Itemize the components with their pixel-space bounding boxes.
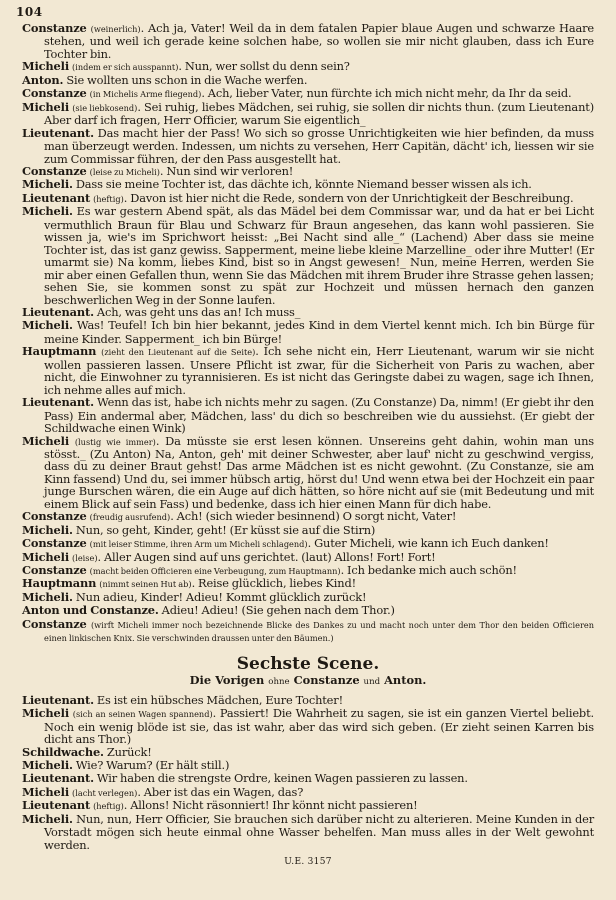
stage-direction: (wirft Micheli immer noch bezeichnende Blicke des Dankes zu und macht noch unter dem Thor den beiden Officieren einen linkischen Knix. Sie verschwinden draussen unter den Bäumen.) xyxy=(44,619,594,644)
speaker-name: Constanze xyxy=(22,86,87,101)
dialogue-text: . Sei ruhig, liebes Mädchen, sei ruhig, sie sollen dir nichts thun. (zum Lieutenant) Aber darf ich fragen, Herr Officier, warum Sie eigentlich_ xyxy=(44,99,594,128)
speaker-name: Micheli xyxy=(22,99,70,114)
dialogue-text: Adieu! Adieu! (Sie gehen nach dem Thor.) xyxy=(161,603,395,618)
speaker-name: Lieutenant xyxy=(22,190,91,205)
dialogue-text: Nun adieu, Kinder! Adieu! Kommt glücklich zurück! xyxy=(75,589,367,604)
dialogue-line xyxy=(22,192,594,205)
stage-direction: (in Michelis Arme fliegend) xyxy=(89,89,202,100)
dialogue-text: . Allons! Nicht räsonniert! Ihr könnt nicht passieren! xyxy=(123,798,418,813)
scene-title: Sechste Scene. xyxy=(236,653,380,674)
dialogue-line xyxy=(22,87,594,100)
dialogue-text: . Ich sehe nicht ein, Herr Lieutenant, warum wir sie nicht wollen passieren lassen. Unsere Pflicht ist zwar, für die Sicherheit von Paris zu wachen, aber nicht, die Einwohner zu tyrannisieren. Es ist nicht das Geringste dabei zu wagen, sage ich Ihnen, ich nehme alles auf mich. xyxy=(44,344,594,397)
stage-direction: (sich an seinen Wagen spannend) xyxy=(72,709,213,720)
dialogue-text: Wenn das ist, habe ich nichts mehr zu sagen. (Zu Constanze) Da, nimm! (Er giebt ihr den Pass) Ein andermal aber, Mädchen, lass' du dich so beschreiben wie du aussiehst. (Er giebt der Schildwache einen Wink) xyxy=(44,395,594,436)
dialogue-text: . Nun sind wir verloren! xyxy=(159,163,294,178)
dialogue-line xyxy=(22,799,594,812)
dialogue-line xyxy=(22,127,594,165)
dialogue-text: . Ach! (sich wieder besinnend) O sorgt nicht, Vater! xyxy=(170,509,457,524)
speaker-name: Micheli xyxy=(22,549,70,564)
speaker-name: Lieutenant. xyxy=(22,692,94,707)
speaker-name: Anton. xyxy=(22,72,64,87)
dialogue-line xyxy=(22,101,594,127)
speaker-name: Micheli xyxy=(22,706,70,721)
dialogue-block-top xyxy=(0,22,616,645)
dialogue-text: Zurück! xyxy=(106,744,152,759)
speaker-name: Constanze xyxy=(22,616,87,631)
dialogue-line xyxy=(22,60,594,73)
dialogue-text: Das macht hier der Pass! Wo sich so grosse Unrichtigkeiten wie hier befinden, da muss man überzeugt werden. Indessen, um nichts zu versehen, Herr Capitän, dächt' ich, liessen wir sie zum Commissar führen, der den Pass ausgestellt hat. xyxy=(44,125,594,166)
dialogue-text: Ach, was geht uns das an! Ich muss_ xyxy=(96,304,301,319)
dialogue-line xyxy=(22,435,594,511)
stage-direction: (heftig) xyxy=(93,193,124,204)
speaker-name: Micheli xyxy=(22,433,70,448)
speaker-name: Micheli. xyxy=(22,204,73,219)
dialogue-line xyxy=(22,746,594,759)
stage-direction: (leise zu Micheli) xyxy=(89,166,160,177)
speaker-name: Lieutenant. xyxy=(22,125,94,140)
dialogue-line xyxy=(22,604,594,617)
dialogue-text: . Aber ist das ein Wagen, das? xyxy=(137,784,304,799)
dialogue-text: Nun, nun, Herr Officier, Sie brauchen sich darüber nicht zu alterieren. Meine Kunden in der Vorstadt mögen sich heute einmal ohne Wasser behelfen. Man muss alles in der Welt gewohnt werden. xyxy=(44,811,594,852)
stage-direction: (sie liebkosend) xyxy=(72,102,138,113)
speaker-name: Micheli. xyxy=(22,318,73,333)
dialogue-line xyxy=(22,319,594,345)
stage-direction: (leise) xyxy=(72,552,98,563)
dialogue-line xyxy=(22,577,594,590)
scene-subtitle-part: Anton. xyxy=(384,672,427,687)
dialogue-line xyxy=(22,306,594,319)
stage-direction: (lacht verlegen) xyxy=(72,787,138,798)
scene-subtitle xyxy=(0,674,616,689)
speaker-name: Constanze xyxy=(22,536,87,551)
dialogue-text: . Guter Micheli, wie kann ich Euch danken! xyxy=(307,536,549,551)
dialogue-text: Sie wollten uns schon in die Wache werfen. xyxy=(66,72,308,87)
dialogue-text: . Reise glücklich, liebes Kind! xyxy=(191,576,357,591)
stage-direction: (mit leiser Stimme, ihren Arm um Micheli schlagend) xyxy=(89,539,308,550)
dialogue-text: Es war gestern Abend spät, als das Mädel bei dem Commissar war, und da hat er bei Licht vermuthlich Braun für Blau und Schwarz für Braun angesehen, das kann wohl passieren. Sie wissen ja, wie's im Sprichwort heisst: „Bei Nacht sind alle_“ (Lachend) Aber dass sie meine Tochter ist, das ist ganz gewiss. Sapperment, meine liebe kleine Marzelline_ oder ihre Mutter! (Er umarmt sie) Na komm, liebes Kind, bist so in Angst gewesen!_ Nun, meine Herren, werden Sie mir aber einen Gefallen thun, wenn Sie das Mädchen mit ihrem Bruder ihre Strasse gehen lassen; sehen Sie, sie kommen sonst zu spät zur Hochzeit und müssen hernach den ganzen beschwerlichen Weg in der Sonne laufen. xyxy=(44,204,594,307)
dialogue-text: Wie? Warum? (Er hält still.) xyxy=(75,758,230,773)
speaker-name: Lieutenant. xyxy=(22,304,94,319)
dialogue-text: . Ich bedanke mich auch schön! xyxy=(340,563,517,578)
dialogue-text: . Ach ja, Vater! Weil da in dem fatalen Papier blaue Augen und schwarze Haare stehen, und weil ich gerade keine solchen habe, so wollen sie mir nicht glauben, dass ich Eure Tochter bin. xyxy=(44,21,594,61)
dialogue-line xyxy=(22,22,594,60)
scene-subtitle-part: Die Vorigen xyxy=(189,672,265,687)
speaker-name: Constanze xyxy=(22,163,87,178)
speaker-name: Micheli. xyxy=(22,589,73,604)
dialogue-line xyxy=(22,551,594,564)
dialogue-text: . Davon ist hier nicht die Rede, sondern von der Unrichtigkeit der Beschreibung. xyxy=(123,190,574,205)
dialogue-line xyxy=(22,694,594,707)
dialogue-line xyxy=(22,165,594,178)
speaker-name: Micheli. xyxy=(22,811,73,826)
dialogue-line xyxy=(22,813,594,851)
edition-number: U.E. 3157 xyxy=(284,857,332,868)
dialogue-block-bottom xyxy=(0,694,616,851)
speaker-name: Hauptmann xyxy=(22,576,97,591)
speaker-name: Constanze xyxy=(22,563,87,578)
speaker-name: Micheli. xyxy=(22,177,73,192)
stage-direction: (lustig wie immer) xyxy=(74,436,156,447)
dialogue-line xyxy=(22,537,594,550)
speaker-name: Anton und Constanze. xyxy=(22,603,159,618)
dialogue-text: . Ach, lieber Vater, nun fürchte ich mich nicht mehr, da Ihr da seid. xyxy=(201,86,572,101)
speaker-name: Lieutenant xyxy=(22,798,91,813)
dialogue-line xyxy=(22,564,594,577)
dialogue-text: Es ist ein hübsches Mädchen, Eure Tochter! xyxy=(96,692,343,707)
speaker-name: Lieutenant. xyxy=(22,771,94,786)
dialogue-text: Was! Teufel! Ich bin hier bekannt, jedes Kind in dem Viertel kennt mich. Ich bin Bürge für meine Kinder. Sapperment_ ich bin Bürge! xyxy=(44,318,594,346)
scene-subtitle-part: ohne xyxy=(268,676,290,687)
stage-direction: (zieht den Lieutenant auf die Seite) xyxy=(101,347,256,358)
dialogue-text: . Aller Augen sind auf uns gerichtet. (laut) Allons! Fort! Fort! xyxy=(97,549,436,564)
speaker-name: Micheli. xyxy=(22,522,73,537)
dialogue-line xyxy=(22,396,594,434)
stage-direction: (freudig ausrufend) xyxy=(89,512,171,523)
dialogue-line xyxy=(22,759,594,772)
speaker-name: Micheli xyxy=(22,59,70,74)
dialogue-line xyxy=(22,707,594,745)
stage-direction: (weinerlich) xyxy=(90,24,141,34)
dialogue-line xyxy=(22,591,594,604)
scene-subtitle-part: Constanze xyxy=(293,672,360,687)
dialogue-line xyxy=(22,772,594,785)
stage-direction: (indem er sich ausspannt) xyxy=(72,62,179,73)
page-number: 104 xyxy=(16,5,43,19)
dialogue-line xyxy=(22,205,594,306)
stage-direction: (nimmt seinen Hut ab) xyxy=(99,579,192,590)
dialogue-text: Dass sie meine Tochter ist, das dächte ich, könnte Niemand besser wissen als ich. xyxy=(75,177,532,192)
dialogue-line xyxy=(22,510,594,523)
stage-direction: (heftig) xyxy=(93,801,124,812)
dialogue-text: Nun, so geht, Kinder, geht! (Er küsst sie auf die Stirn) xyxy=(75,522,376,537)
speaker-name: Schildwache. xyxy=(22,744,104,759)
speaker-name: Hauptmann xyxy=(22,344,97,359)
dialogue-text: . Passiert! Die Wahrheit zu sagen, sie ist ein ganzen Viertel beliebt. Noch ein wenig blöde ist sie, das ist wahr, aber das wird sich geben. (Er zieht seinen Karren bis dicht ans Thor.) xyxy=(44,706,594,747)
speaker-name: Lieutenant. xyxy=(22,395,94,410)
dialogue-line xyxy=(22,786,594,799)
dialogue-line xyxy=(22,178,594,191)
scene-subtitle-part: und xyxy=(363,676,381,687)
speaker-name: Constanze xyxy=(22,509,87,524)
dialogue-text: . Da müsste sie erst lesen können. Unsereins geht dahin, wohin man uns stösst._ (Zu Anton) Na, Anton, geh' mit deiner Schwester, aber lauf' nicht zu geschwind_vergiss, dass du zu deiner Braut gehst! Das arme Mädchen ist es nicht gewohnt. (Zu Constanze, sie am Kinn fassend) Und du, sei immer hübsch artig, hörst du! Und wenn etwa bei der Hochzeit ein paar junge Burschen wären, die ein Auge auf dich hätten, so höre nicht auf sie (mit Bedeutung und mit einem Blick auf sein Fass) und bedenke, dass ich hier einen Mann für dich habe. xyxy=(44,433,594,511)
dialogue-text: . Nun, wer sollst du denn sein? xyxy=(178,59,350,74)
speaker-name: Micheli. xyxy=(22,758,73,773)
dialogue-line xyxy=(22,618,594,645)
speaker-name: Constanze xyxy=(22,21,87,35)
dialogue-text: Wir haben die strengste Ordre, keinen Wagen passieren zu lassen. xyxy=(96,771,468,786)
dialogue-line xyxy=(22,345,594,396)
stage-direction: (macht beiden Officieren eine Verbeugung, zum Hauptmann) xyxy=(89,566,341,577)
page-text xyxy=(0,22,616,867)
dialogue-line xyxy=(22,524,594,537)
speaker-name: Micheli xyxy=(22,784,70,799)
dialogue-line xyxy=(22,74,594,87)
